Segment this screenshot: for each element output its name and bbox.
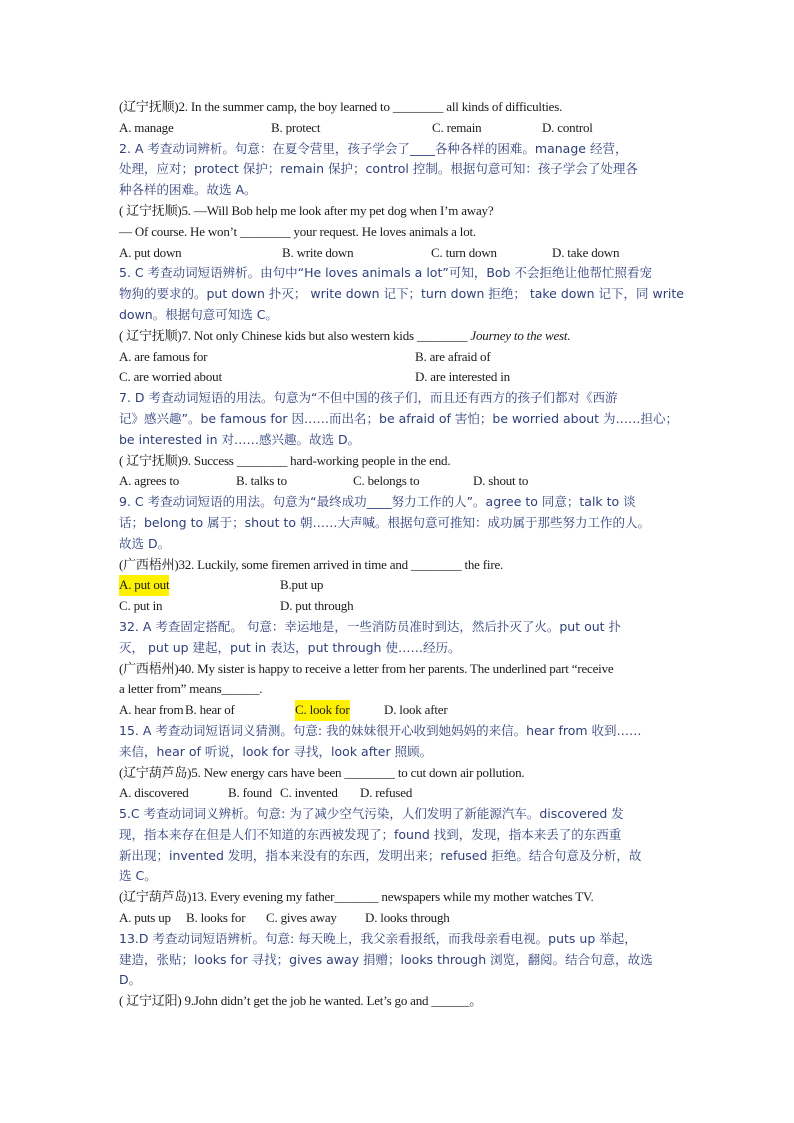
text-segment: (辽宁葫芦岛)13. Every evening my father: [119, 889, 335, 905]
answer-option: D. refused: [360, 785, 413, 801]
explanation-line: [119, 866, 679, 887]
text-segment: hard-working people in the end.: [287, 452, 451, 468]
question-line: [119, 887, 679, 908]
answer-option: D. are interested in: [415, 369, 510, 385]
answer-option: D. shout to: [473, 473, 529, 489]
answer-option: C. are worried about: [119, 369, 222, 385]
answer-option: B. looks for: [186, 910, 246, 926]
answer-options-line: [119, 118, 679, 139]
answer-option: B.put up: [280, 577, 324, 593]
text-segment: (辽宁抚顺)2. In the summer camp, the boy learned to: [119, 99, 393, 114]
answer-blank: ________: [236, 452, 288, 468]
answer-option: B. protect: [271, 119, 321, 135]
answer-options-line: [119, 596, 679, 617]
explanation-line: [119, 388, 679, 409]
answer-option: D. control: [542, 119, 593, 135]
text-segment: ( 辽宁抚顺)9. Success: [119, 452, 237, 468]
text-segment: to cut down air pollution.: [394, 764, 525, 780]
explanation-line: [119, 846, 679, 867]
answer-option: C. put in: [119, 598, 163, 614]
answer-option: B. talks to: [236, 473, 287, 489]
explanation-line: [119, 534, 679, 555]
answer-option: A. put down: [119, 244, 182, 260]
text-segment: 5.C 考查动词词义辨析。句意: 为了减少空气污染，人们发明了新能源汽车。discovered 发: [119, 806, 624, 822]
explanation-line: [119, 492, 679, 513]
explanation-line: [119, 825, 679, 846]
question-line: [119, 222, 679, 243]
text-segment: 记》感兴趣”。be famous for 因……而出名；be afraid of 害怕；be worried about 为……担心；: [119, 410, 679, 426]
answer-option: A. puts up: [119, 910, 171, 926]
text-segment: 13.D 考查动词短语辨析。句意: 每天晚上，我父亲看报纸，而我母亲看电视。puts up 举起，: [119, 930, 637, 946]
answer-options-line: [119, 243, 679, 264]
text-segment: 建造，张贴；looks for 寻找；gives away 捐赠；looks through 浏览，翻阅。结合句意，故选: [119, 951, 653, 967]
text-segment: 物狗的要求的。put down 扑灭； write down 记下；turn down 拒绝； take down 记下，同 write: [119, 286, 684, 302]
text-segment: the fire.: [461, 556, 504, 572]
text-segment: 5. C 考查动词短语辨析。由句中“He loves animals a lot”可知，Bob 不会拒绝让他帮忙照看宠: [119, 265, 652, 281]
question-line: [119, 679, 679, 700]
explanation-line: [119, 180, 679, 201]
explanation-line: [119, 970, 679, 991]
text-segment: ( 辽宁抚顺)5. —Will Bob help me look after my pet dog when I’m away?: [119, 202, 494, 218]
text-segment: 种各样的困难。故选 A。: [119, 182, 257, 198]
answer-options-line: [119, 471, 679, 492]
text-segment: Journey to the west.: [470, 327, 571, 343]
text-segment: ( 辽宁抚顺)7. Not only Chinese kids but also western kids: [119, 327, 417, 343]
text-segment: 9. C 考查动词短语的用法。句意为“最终成功____努力工作的人”。agree to 同意；talk to 谈: [119, 494, 636, 510]
question-line: [119, 763, 679, 784]
answer-options-line: [119, 783, 679, 804]
answer-option: B. found: [228, 785, 272, 801]
text-segment: 灭， put up 建起，put in 表达，put through 使……经历。: [119, 639, 461, 655]
answer-blank: _______: [334, 889, 379, 905]
question-line: [119, 451, 679, 472]
answer-blank: ________: [411, 556, 462, 572]
explanation-line: [119, 284, 684, 305]
answer-blank: ________: [416, 327, 468, 343]
text-segment: — Of course. He won’t: [119, 223, 240, 239]
text-segment: D。: [119, 972, 142, 988]
text-segment: 处理，应对；protect 保护；remain 保护；control 控制。根据句意可知：孩子学会了处理各: [119, 161, 638, 177]
answer-options-line: [119, 908, 679, 929]
answer-option: C. belongs to: [353, 473, 420, 489]
text-segment: 15. A 考查动词短语词义猜测。句意: 我的妹妹很开心收到她妈妈的来信。hear from 收到……: [119, 722, 642, 738]
text-segment: (广西梧州)40. My sister is happy to receive a letter from her parents. The underlined part “receive: [119, 660, 614, 676]
explanation-line: [119, 263, 679, 284]
text-segment: .: [259, 681, 263, 697]
answer-options-line: [119, 700, 679, 721]
answer-options-line: [119, 575, 679, 596]
explanation-line: [119, 721, 679, 742]
explanation-line: [119, 159, 679, 180]
explanation-line: [119, 409, 679, 430]
answer-options-line: [119, 347, 679, 368]
text-segment: (广西梧州)32. Luckily, some firemen arrived in time and: [119, 556, 412, 572]
answer-option: D. look after: [384, 702, 448, 718]
text-segment: 现，指本来存在但是人们不知道的东西被发现了；found 找到，发现，指本来丢了的东西重: [119, 826, 622, 842]
explanation-line: [119, 929, 679, 950]
answer-option: A. are famous for: [119, 348, 208, 364]
text-segment: 32. A 考查固定搭配。 句意：幸运地是，一些消防员准时到达，然后扑灭了火。put out 扑: [119, 618, 622, 634]
answer-blank: ________: [392, 99, 444, 114]
answer-option: C. remain: [432, 119, 482, 135]
answer-option: B. hear of: [185, 702, 235, 718]
answer-option: A. discovered: [119, 785, 189, 801]
answer-blank: ______: [221, 681, 260, 697]
answer-option: C. look for: [295, 700, 350, 721]
answer-option: B. write down: [282, 244, 354, 260]
explanation-line: [119, 638, 679, 659]
answer-option: D. put through: [280, 598, 354, 614]
text-segment: 来信，hear of 听说，look for 寻找，look after 照顾。: [119, 743, 433, 759]
answer-option: A. put out: [119, 575, 169, 596]
document-page: [119, 97, 684, 1012]
explanation-line: [119, 804, 679, 825]
answer-option: D. looks through: [365, 910, 450, 926]
text-segment: 7. D 考查动词短语的用法。句意为“不但中国的孩子们，而且还有西方的孩子们都对《西游: [119, 390, 618, 406]
answer-option: D. take down: [552, 244, 620, 260]
answer-blank: ________: [344, 764, 395, 780]
answer-options-line: [119, 367, 679, 388]
explanation-line: [119, 617, 679, 638]
answer-option: B. are afraid of: [415, 348, 491, 364]
text-segment: 。: [469, 993, 483, 1009]
text-segment: down。根据句意可知选 C。: [119, 306, 278, 322]
text-segment: (辽宁葫芦岛)5. New energy cars have been: [119, 764, 345, 780]
text-segment: your request. He loves animals a lot.: [290, 223, 476, 239]
explanation-line: [119, 430, 679, 451]
text-segment: 话；belong to 属于；shout to 朝……大声喊。根据句意可推知：成功属于那些努力工作的人。: [119, 514, 651, 530]
text-segment: 新出现；invented 发明，指本来没有的东西，发明出来；refused 拒绝。结合句意及分析，故: [119, 847, 642, 863]
answer-blank: ______: [431, 993, 470, 1009]
answer-option: C. gives away: [266, 910, 337, 926]
question-line: [119, 201, 679, 222]
question-line: [119, 555, 679, 576]
text-segment: 故选 D。: [119, 535, 171, 551]
question-line: [119, 97, 679, 118]
text-segment: newspapers while my mother watches TV.: [378, 889, 594, 905]
answer-blank: ________: [240, 223, 291, 239]
text-segment: ( 辽宁辽阳) 9.John didn’t get the job he wanted. Let’s go and: [119, 993, 432, 1009]
explanation-line: [119, 742, 679, 763]
text-segment: all kinds of difficulties.: [443, 99, 563, 114]
text-segment: 2. A 考查动词辨析。句意：在夏令营里，孩子学会了____各种各样的困难。manage 经营，: [119, 140, 628, 156]
question-line: [119, 991, 679, 1012]
text-segment: 选 C。: [119, 868, 157, 884]
explanation-line: [119, 950, 679, 971]
answer-option: A. hear from: [119, 702, 184, 718]
text-segment: a letter from” means: [119, 681, 222, 697]
answer-option: A. agrees to: [119, 473, 180, 489]
question-line: [119, 659, 679, 680]
text-segment: be interested in 对……感兴趣。故选 D。: [119, 431, 361, 447]
answer-option: A. manage: [119, 119, 174, 135]
explanation-line: [119, 305, 679, 326]
question-line: [119, 326, 679, 347]
explanation-line: [119, 139, 679, 160]
answer-option: C. invented: [280, 785, 338, 801]
answer-option: C. turn down: [431, 244, 497, 260]
explanation-line: [119, 513, 679, 534]
